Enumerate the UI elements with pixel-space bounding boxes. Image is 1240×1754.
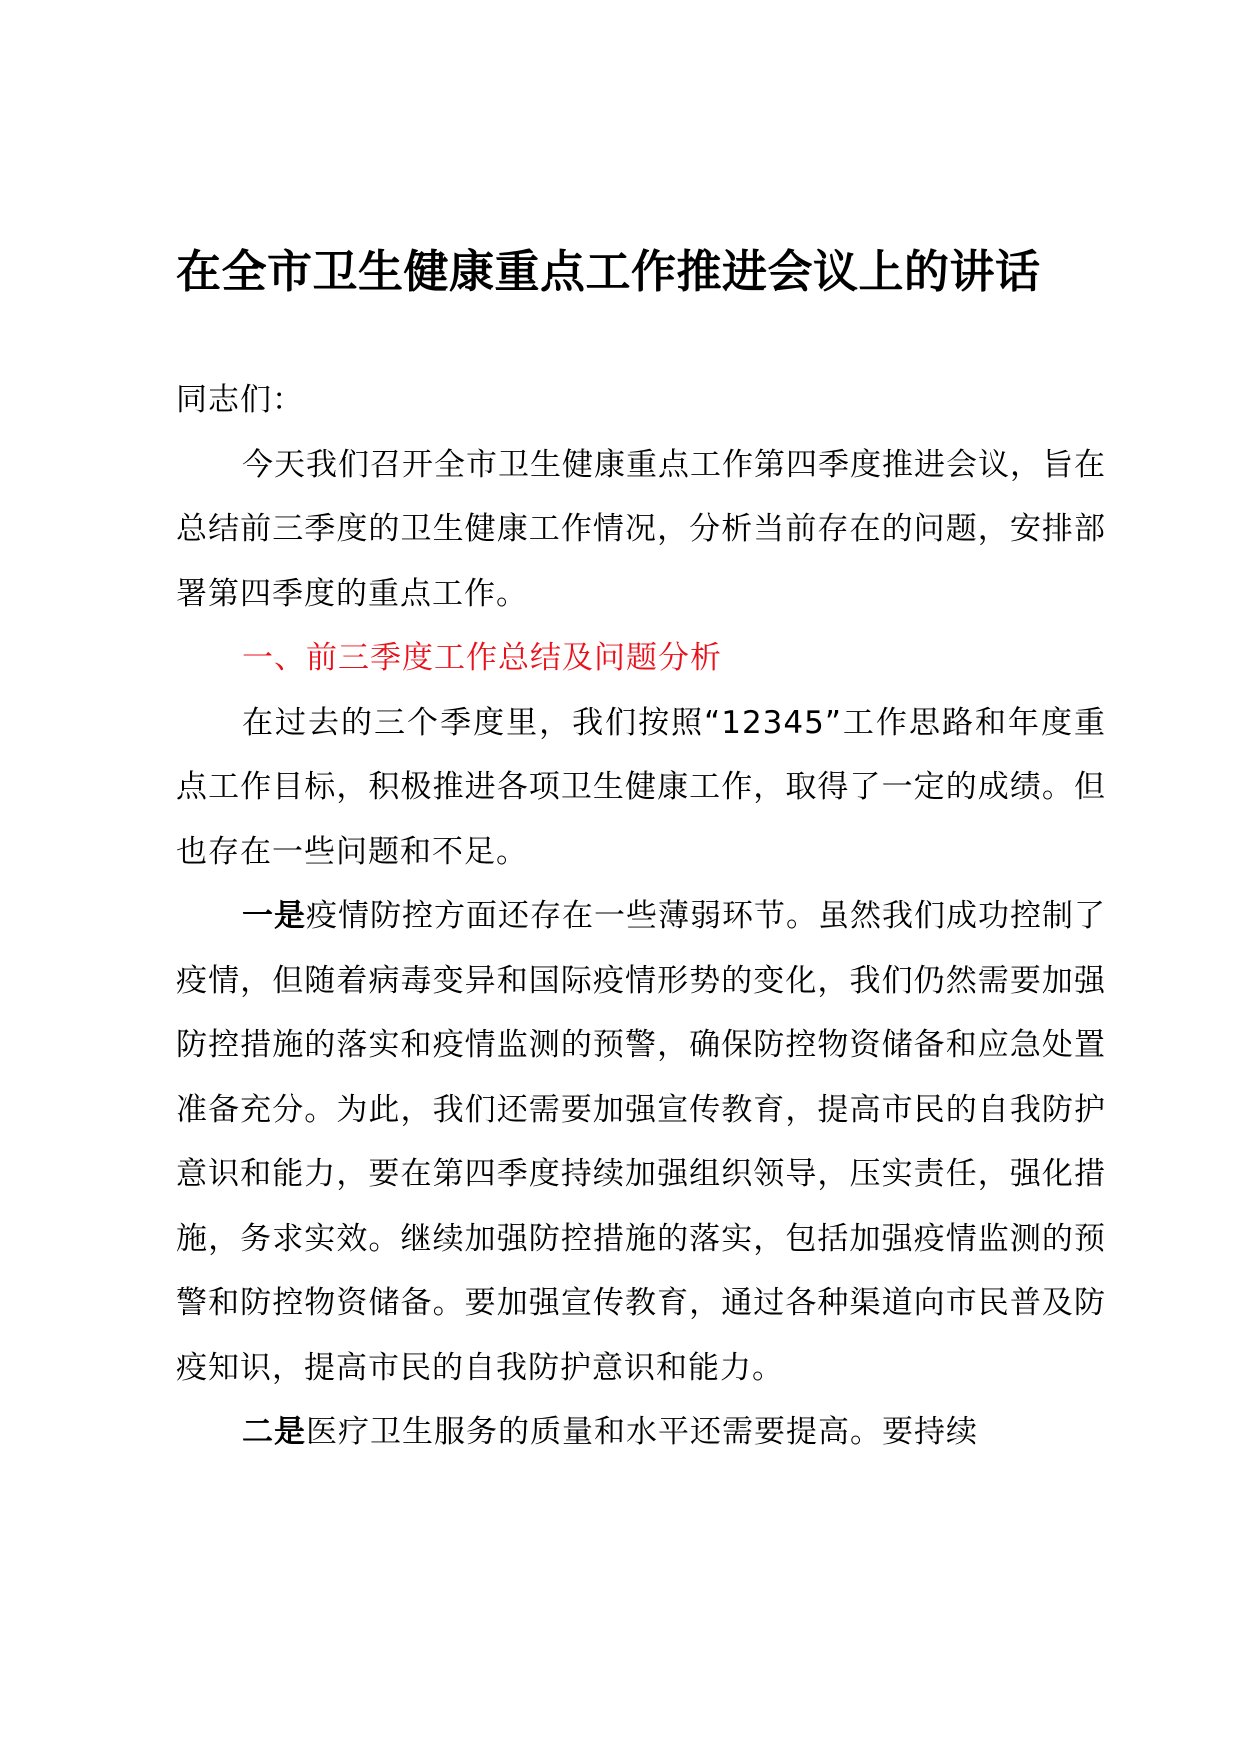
- point-two-lead: 二是: [242, 1414, 306, 1450]
- point-one-paragraph: [176, 884, 1106, 1400]
- intro-paragraph: 今天我们召开全市卫生健康重点工作第四季度推进会议，旨在总结前三季度的卫生健康工作情况，分析当前存在的问题，安排部署第四季度的重点工作。: [176, 446, 1106, 612]
- point-two-paragraph: [176, 1400, 1106, 1465]
- document-body: [176, 368, 1106, 1465]
- document-title: 在全市卫生健康重点工作推进会议上的讲话: [176, 245, 1041, 298]
- point-two-text: 医疗卫生服务的质量和水平还需要提高。要持续: [306, 1414, 978, 1450]
- point-one-lead: 一是: [242, 898, 306, 934]
- summary-paragraph: 在过去的三个季度里，我们按照“12345”工作思路和年度重点工作目标，积极推进各项卫生健康工作，取得了一定的成绩。但也存在一些问题和不足。: [176, 704, 1106, 870]
- section-heading: 一、前三季度工作总结及问题分析: [242, 640, 722, 676]
- point-one-text: 疫情防控方面还存在一些薄弱环节。虽然我们成功控制了疫情，但随着病毒变异和国际疫情形势的变化，我们仍然需要加强防控措施的落实和疫情监测的预警，确保防控物资储备和应急处置准备充分。为此，我们还需要加强宣传教育，提高市民的自我防护意识和能力，要在第四季度持续加强组织领导，压实责任，强化措施，务求实效。继续加强防控措施的落实，包括加强疫情监测的预警和防控物资储备。要加强宣传教育，通过各种渠道向市民普及防疫知识，提高市民的自我防护意识和能力。: [176, 898, 1106, 1386]
- salutation: 同志们：: [176, 382, 304, 418]
